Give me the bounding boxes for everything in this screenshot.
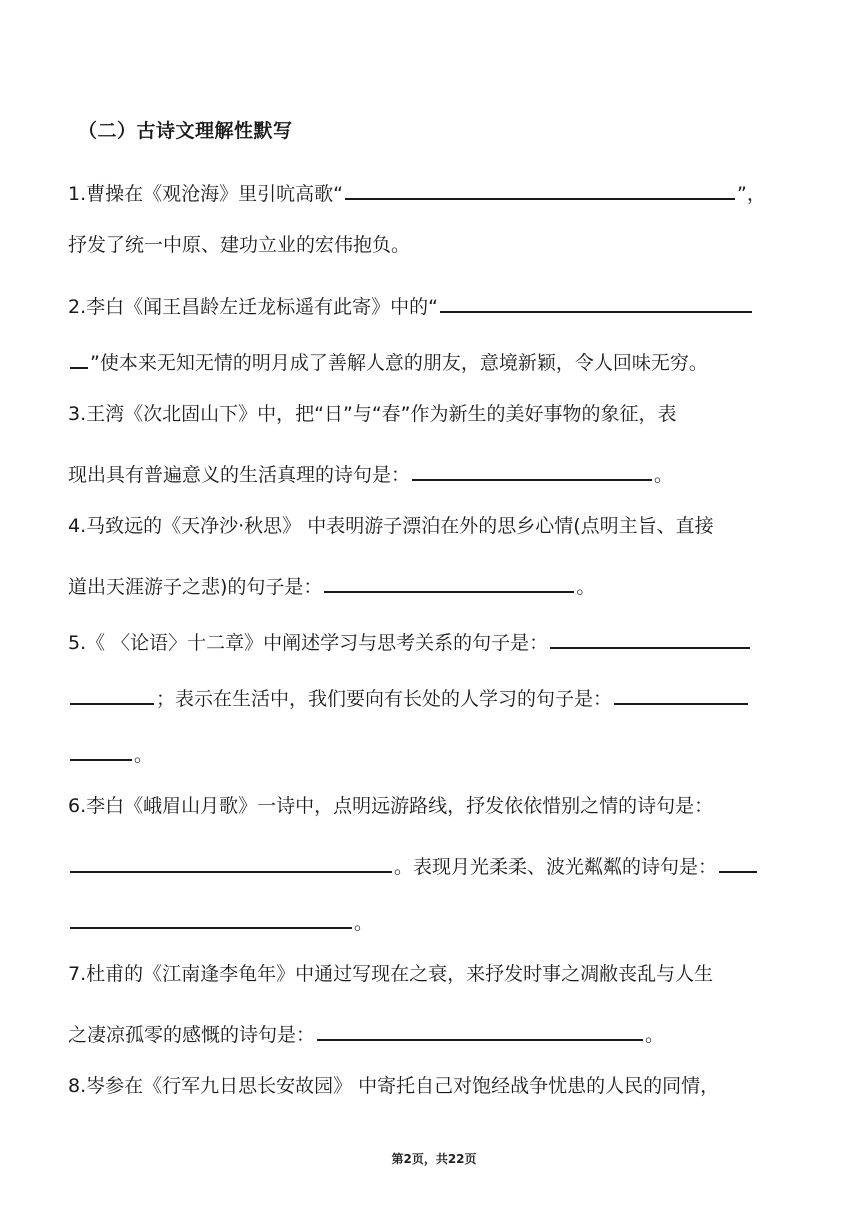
question-8-line-1: 8.岑参在《行军九日思长安故园》 中寄托自己对饱经战争忧患的人民的同情， [68, 1075, 720, 1097]
answer-blank[interactable] [345, 176, 735, 200]
question-4-text: 道出天涯游子之悲)的句子是： [68, 576, 323, 598]
question-6-text-end: 。 [354, 912, 374, 934]
question-6-text: 。表现月光柔柔、波光粼粼的诗句是： [394, 856, 718, 878]
question-3-text: 现出具有普遍意义的生活真理的诗句是： [68, 464, 411, 486]
answer-blank[interactable] [440, 289, 752, 313]
question-4-line-1: 4.马致远的《天净沙·秋思》 中表明游子漂泊在外的思乡心情(点明主旨、直接 [68, 515, 714, 537]
question-5-text-end: 。 [134, 744, 154, 766]
page-footer: 第2页，共22页 [391, 1152, 477, 1166]
question-1-line-2: 抒发了统一中原、建功立业的宏伟抱负。 [68, 234, 411, 256]
question-7-text: 之凄凉孤零的感慨的诗句是： [68, 1024, 316, 1046]
question-6-line-2 [68, 849, 759, 880]
question-3-line-2 [68, 457, 673, 488]
question-5-line-1 [68, 625, 752, 656]
question-1-line-1 [68, 176, 766, 207]
question-7-line-2 [68, 1017, 664, 1048]
answer-blank[interactable] [70, 905, 352, 929]
question-1-text: 1.曹操在《观沧海》里引吭高歌“ [68, 183, 343, 205]
question-5-line-2 [68, 681, 750, 712]
answer-blank[interactable] [412, 457, 652, 481]
question-2-line-1 [68, 289, 754, 320]
question-5-text: 5.《 〈论语〉十二章》中阐述学习与思考关系的句子是： [68, 632, 549, 654]
question-2-text-end: ”使本来无知无情的明月成了善解人意的朋友，意境新颖，令人回味无穷。 [90, 352, 708, 374]
answer-blank[interactable] [70, 345, 88, 369]
question-2-text: 2.李白《闻王昌龄左迁龙标遥有此寄》中的“ [68, 296, 438, 318]
answer-blank[interactable] [70, 849, 392, 873]
answer-blank[interactable] [324, 569, 574, 593]
section-title: （二）古诗文理解性默写 [78, 120, 293, 142]
answer-blank[interactable] [614, 681, 748, 705]
question-5-text-mid: ；表示在生活中，我们要向有长处的人学习的句子是： [156, 688, 613, 710]
answer-blank[interactable] [719, 849, 757, 873]
answer-blank[interactable] [317, 1017, 643, 1041]
answer-blank[interactable] [550, 625, 750, 649]
answer-blank[interactable] [70, 737, 132, 761]
question-6-line-3 [68, 905, 373, 936]
question-4-text-end: 。 [576, 576, 596, 598]
question-7-line-1: 7.杜甫的《江南逢李龟年》中通过写现在之衰，来抒发时事之凋敝丧乱与人生 [68, 963, 714, 985]
question-6-line-1: 6.李白《峨眉山月歌》一诗中，点明远游路线，抒发依依惜别之情的诗句是： [68, 795, 714, 817]
question-5-line-3 [68, 737, 153, 768]
answer-blank[interactable] [70, 681, 154, 705]
question-1-text-end: ”， [736, 183, 766, 205]
question-3-line-1: 3.王湾《次北固山下》中，把“日”与“春”作为新生的美好事物的象征，表 [68, 403, 677, 425]
question-3-text-end: 。 [654, 464, 674, 486]
question-2-line-2 [68, 345, 708, 376]
question-4-line-2 [68, 569, 595, 600]
question-7-text-end: 。 [645, 1024, 665, 1046]
